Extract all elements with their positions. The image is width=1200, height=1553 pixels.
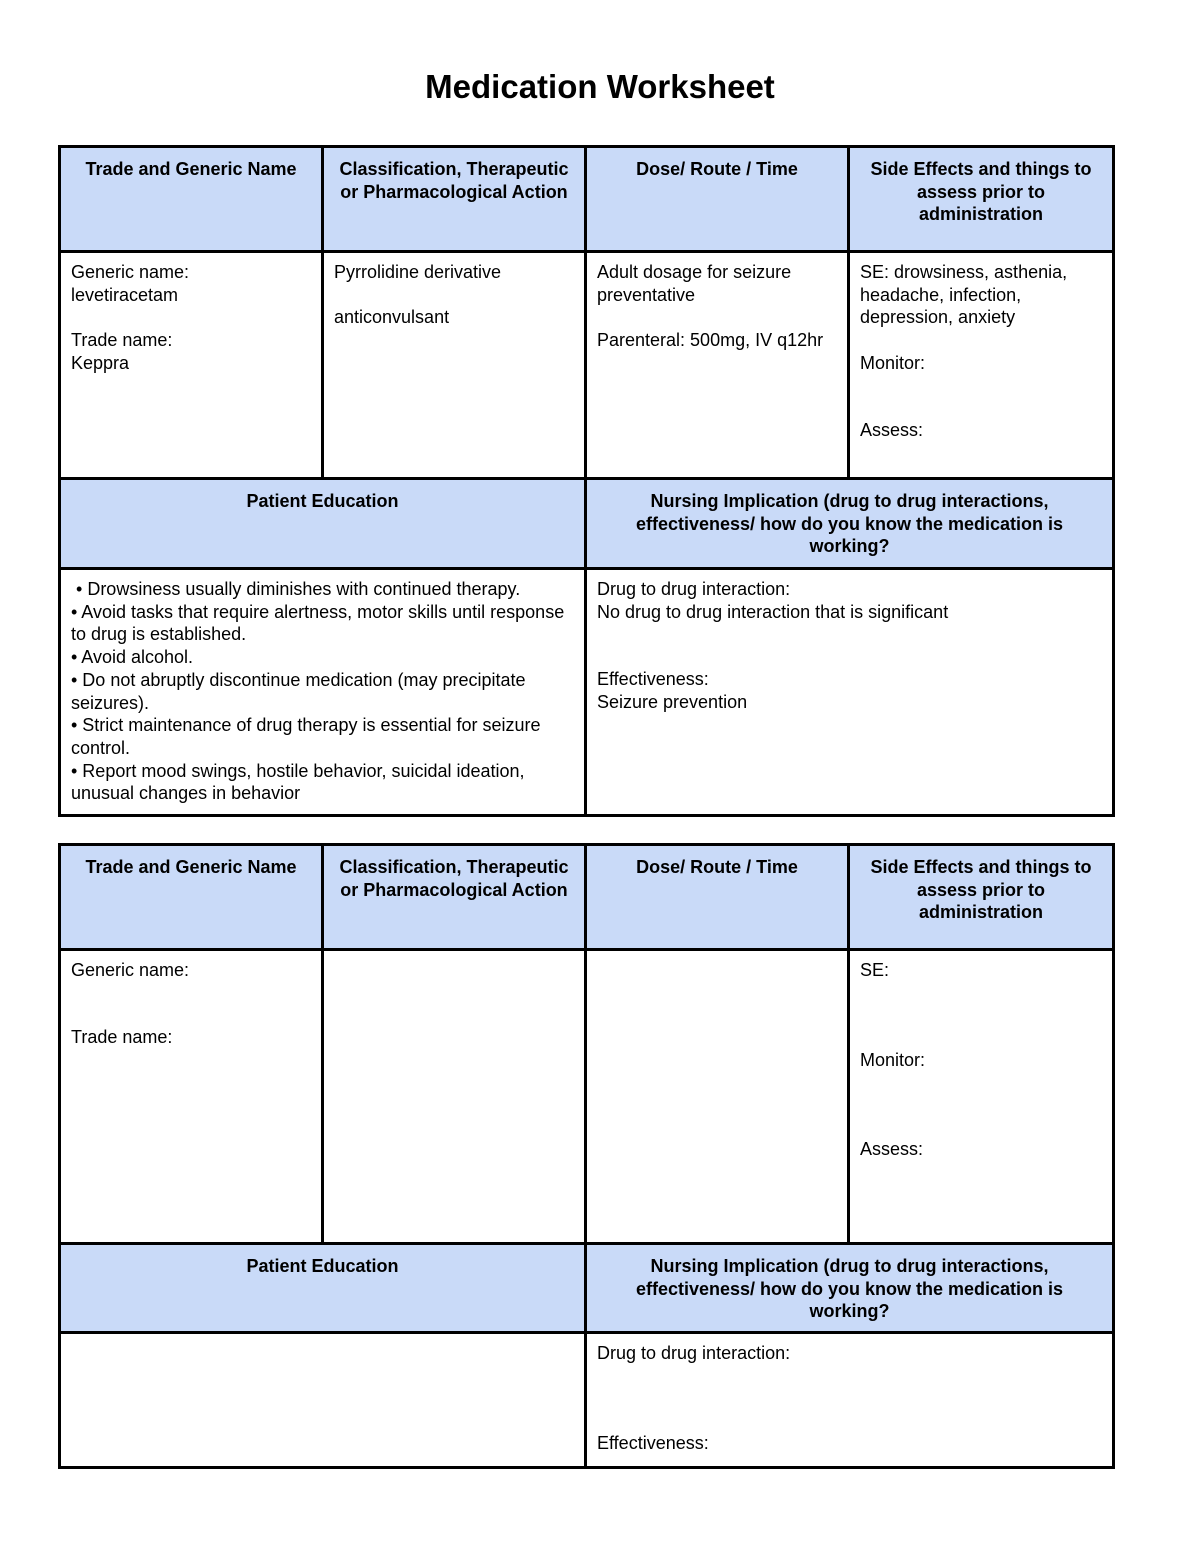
- side-effects-text: SE: drowsiness, asthenia, headache, infection, depression, anxiety: [860, 262, 1073, 328]
- trade-generic-cell: [60, 950, 323, 1244]
- header-side-effects: Side Effects and things to assess prior to administration: [849, 845, 1114, 950]
- header-classification: Classification, Therapeutic or Pharmacological Action: [323, 147, 586, 252]
- interaction-value: No drug to drug interaction that is significant: [597, 601, 949, 622]
- monitor-label: Monitor:: [860, 352, 926, 373]
- patient-education-cell: [60, 569, 586, 816]
- interaction-label: Drug to drug interaction:: [597, 1343, 791, 1363]
- patient-education-cell: [60, 1333, 586, 1468]
- interaction-label: Drug to drug interaction:: [597, 579, 791, 599]
- education-item: • Avoid alcohol.: [71, 647, 194, 668]
- education-item: • Do not abruptly discontinue medication (may precipitate seizures).: [71, 669, 531, 713]
- header-nursing-implication: Nursing Implication (drug to drug interactions, effectiveness/ how do you know the medication is working?: [586, 479, 1114, 569]
- dose-cell: [586, 252, 849, 479]
- dose-parenteral: Parenteral: 500mg, IV q12hr: [597, 330, 824, 351]
- generic-name-value: levetiracetam: [71, 284, 179, 305]
- header-nursing-implication: Nursing Implication (drug to drug interactions, effectiveness/ how do you know the medication is working?: [586, 1244, 1114, 1333]
- assess-label: Assess:: [860, 419, 924, 440]
- education-item: • Avoid tasks that require alertness, motor skills until response to drug is established.: [71, 601, 570, 645]
- header-dose: Dose/ Route / Time: [586, 845, 849, 950]
- side-effects-cell: [849, 950, 1114, 1244]
- nursing-implication-cell: [586, 569, 1114, 816]
- dose-indication: Adult dosage for seizure preventative: [597, 262, 797, 305]
- trade-name-label: Trade name:: [71, 1026, 173, 1047]
- education-item: • Drowsiness usually diminishes with continued therapy.: [71, 579, 521, 599]
- education-item: • Report mood swings, hostile behavior, suicidal ideation, unusual changes in behavior: [71, 760, 530, 804]
- header-side-effects: Side Effects and things to assess prior to administration: [849, 147, 1114, 252]
- header-dose: Dose/ Route / Time: [586, 147, 849, 252]
- trade-generic-cell: [60, 252, 323, 479]
- monitor-label: Monitor:: [860, 1049, 926, 1070]
- generic-name-label: Generic name:: [71, 960, 190, 980]
- effectiveness-label: Effectiveness:: [597, 1432, 709, 1453]
- header-trade-generic: Trade and Generic Name: [60, 845, 323, 950]
- dose-cell: [586, 950, 849, 1244]
- trade-name-value: Keppra: [71, 352, 130, 373]
- generic-name-label: Generic name:: [71, 262, 190, 282]
- header-patient-education: Patient Education: [60, 479, 586, 569]
- classification-action: anticonvulsant: [334, 307, 450, 328]
- medication-table-2: [58, 843, 1115, 1469]
- header-trade-generic: Trade and Generic Name: [60, 147, 323, 252]
- header-patient-education: Patient Education: [60, 1244, 586, 1333]
- classification-cell: [323, 252, 586, 479]
- header-classification: Classification, Therapeutic or Pharmacological Action: [323, 845, 586, 950]
- education-item: • Strict maintenance of drug therapy is essential for seizure control.: [71, 715, 546, 758]
- classification-derivative: Pyrrolidine derivative: [334, 262, 502, 282]
- nursing-implication-cell: [586, 1333, 1114, 1468]
- assess-label: Assess:: [860, 1139, 924, 1160]
- trade-name-label: Trade name:: [71, 330, 173, 351]
- page-title: Medication Worksheet: [425, 68, 775, 105]
- effectiveness-label: Effectiveness:: [597, 669, 709, 690]
- side-effects-cell: [849, 252, 1114, 479]
- side-effects-label: SE:: [860, 960, 890, 980]
- effectiveness-value: Seizure prevention: [597, 692, 748, 713]
- classification-cell: [323, 950, 586, 1244]
- medication-table-1: [58, 145, 1115, 817]
